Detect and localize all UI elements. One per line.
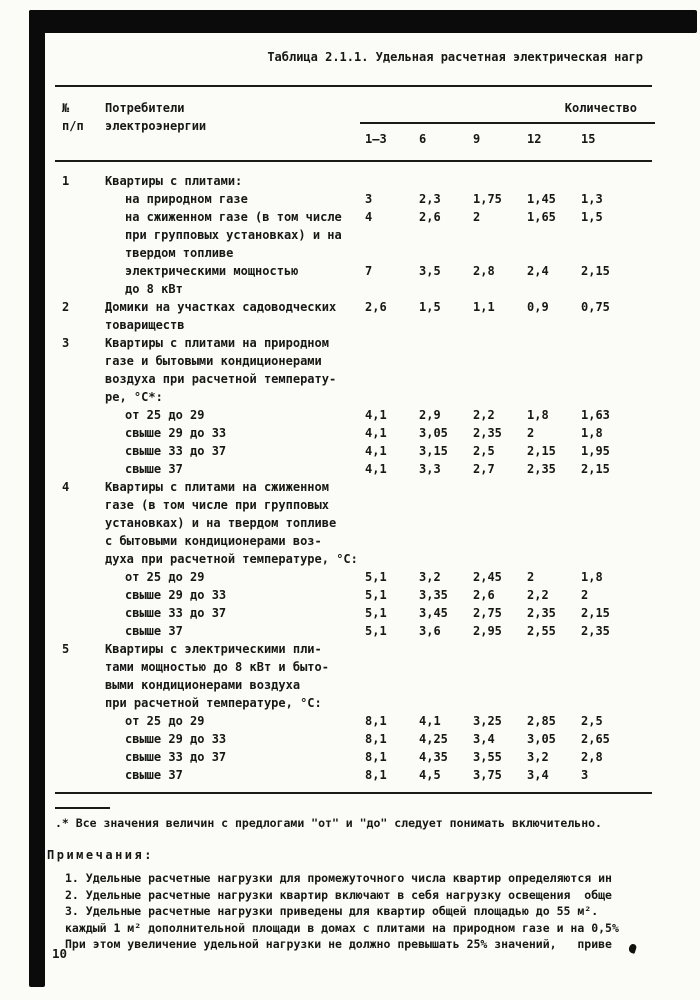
column-header-consumers: Потребители электроэнергии [105, 101, 207, 133]
note-item: каждый 1 м² дополнительной площади в домах с плитами на природном газе и на 0,5% [65, 920, 619, 935]
row-value: 3,15 [419, 444, 448, 458]
table-body [55, 162, 655, 792]
description-line: от 25 до 29 [125, 714, 205, 728]
row-value: 2,35 [581, 624, 610, 638]
row-value: 8,1 [365, 750, 387, 764]
row-value: 4,1 [419, 714, 441, 728]
row-value: 2,15 [581, 606, 610, 620]
row-value: 2,7 [473, 462, 495, 476]
row-description [105, 568, 360, 586]
table-row [55, 478, 655, 568]
page-number: 10 [52, 946, 68, 961]
row-value: 4,25 [419, 732, 448, 746]
row-description [105, 586, 360, 604]
row-value: 3,3 [419, 462, 441, 476]
row-value: 4,1 [365, 426, 387, 440]
row-value: 4 [365, 210, 373, 224]
row-value: 2 [527, 426, 535, 440]
description-line: ре, °С*: [105, 390, 163, 404]
row-description [105, 748, 360, 766]
row-value: 8,1 [365, 768, 387, 782]
description-line: на сжиженном газе (в том числе [125, 210, 342, 224]
row-description [105, 712, 360, 730]
row-value: 3,45 [419, 606, 448, 620]
row-value: 2,9 [419, 408, 441, 422]
row-value: 4,1 [365, 444, 387, 458]
table-row [55, 298, 655, 334]
row-value: 5,1 [365, 606, 387, 620]
row-value: 1,1 [473, 300, 495, 314]
table-rule-bottom [55, 792, 652, 794]
description-line: свыше 29 до 33 [125, 588, 227, 602]
row-description [105, 766, 360, 784]
table-title: Таблица 2.1.1. Удельная расчетная электрическая нагр [267, 50, 643, 64]
description-line: газе и бытовыми кондиционерами [105, 354, 322, 368]
row-value: 2,55 [527, 624, 556, 638]
description-line: твердом топливе [125, 246, 234, 260]
row-value: 2,15 [527, 444, 556, 458]
table-row [55, 586, 655, 604]
row-value: 5,1 [365, 624, 387, 638]
description-line: свыше 29 до 33 [125, 426, 227, 440]
table-row [55, 766, 655, 784]
quantity-column-label: 12 [527, 132, 542, 146]
description-line: тами мощностью до 8 кВт и быто- [105, 660, 329, 674]
row-description [105, 604, 360, 622]
row-number: 1 [62, 174, 70, 188]
table-row [55, 442, 655, 460]
row-value: 0,75 [581, 300, 610, 314]
row-value: 3,4 [473, 732, 495, 746]
page-content [47, 48, 655, 953]
row-description [105, 730, 360, 748]
description-line: на природном газе [125, 192, 248, 206]
note-item: 3. Удельные расчетные нагрузки приведены для квартир общей площадью до 55 м². [65, 904, 599, 918]
row-description [105, 406, 360, 424]
table-row [55, 640, 655, 712]
table-row [55, 190, 655, 208]
row-value: 2,35 [527, 462, 556, 476]
row-description [105, 640, 360, 712]
quantity-column-label: 1—3 [365, 132, 387, 146]
row-value: 1,65 [527, 210, 556, 224]
row-value: 2,8 [581, 750, 603, 764]
description-line: газе (в том числе при групповых [105, 498, 329, 512]
row-description [105, 262, 360, 298]
row-value: 3 [581, 768, 589, 782]
row-value: 2,6 [419, 210, 441, 224]
row-value: 8,1 [365, 732, 387, 746]
table-header [55, 87, 655, 160]
row-value: 4,5 [419, 768, 441, 782]
row-value: 3,35 [419, 588, 448, 602]
row-value: 2,2 [473, 408, 495, 422]
description-line: при групповых установках) и на [125, 228, 342, 242]
row-value: 1,3 [581, 192, 603, 206]
row-value: 2,5 [581, 714, 603, 728]
scan-edge-top [29, 10, 697, 33]
row-value: 3,5 [419, 264, 441, 278]
row-value: 3,25 [473, 714, 502, 728]
description-line: духа при расчетной температуре, °С: [105, 552, 358, 566]
description-line: свыше 37 [125, 768, 183, 782]
description-line: свыше 37 [125, 624, 183, 638]
quantity-sub-columns [360, 130, 655, 148]
row-value: 2,15 [581, 264, 610, 278]
row-value: 3,05 [527, 732, 556, 746]
table-row [55, 622, 655, 640]
column-header-number: № п/п [62, 101, 84, 133]
description-line: электрическими мощностью [125, 264, 299, 278]
row-number: 4 [62, 480, 70, 494]
row-number: 5 [62, 642, 70, 656]
column-header-quantity-group [360, 99, 655, 148]
quantity-column-label: 9 [473, 132, 481, 146]
description-line: Квартиры с плитами на природном [105, 336, 329, 350]
description-line: Домики на участках садоводческих [105, 300, 337, 314]
row-value: 4,35 [419, 750, 448, 764]
row-value: 2,75 [473, 606, 502, 620]
row-description [105, 424, 360, 442]
row-value: 3,05 [419, 426, 448, 440]
description-line: свыше 33 до 37 [125, 444, 227, 458]
table-row [55, 568, 655, 586]
table-row [55, 208, 655, 262]
row-value: 3,75 [473, 768, 502, 782]
description-line: с бытовыми кондиционерами воз- [105, 534, 322, 548]
description-line: свыше 29 до 33 [125, 732, 227, 746]
row-value: 2,8 [473, 264, 495, 278]
row-value: 7 [365, 264, 373, 278]
row-number: 3 [62, 336, 70, 350]
row-value: 5,1 [365, 570, 387, 584]
table-row [55, 748, 655, 766]
row-value: 1,45 [527, 192, 556, 206]
row-description [105, 298, 360, 334]
row-value: 2,5 [473, 444, 495, 458]
row-value: 1,8 [527, 408, 549, 422]
row-value: 3,6 [419, 624, 441, 638]
row-description [105, 334, 360, 406]
row-value: 2,6 [473, 588, 495, 602]
row-value: 2,35 [473, 426, 502, 440]
description-line: Квартиры с плитами: [105, 174, 243, 188]
row-value: 3,4 [527, 768, 549, 782]
note-item: 1. Удельные расчетные нагрузки для промежуточного числа квартир определяются ин [65, 871, 612, 885]
row-number: 2 [62, 300, 70, 314]
row-value: 1,5 [581, 210, 603, 224]
row-value: 2,2 [527, 588, 549, 602]
note-item: При этом увеличение удельной нагрузки не должно превышать 25% значений, приве [65, 937, 612, 951]
row-value: 2 [581, 588, 589, 602]
table-row [55, 406, 655, 424]
row-description [105, 442, 360, 460]
notes-heading: Примечания: [47, 848, 154, 862]
row-value: 4,1 [365, 408, 387, 422]
description-line: свыше 33 до 37 [125, 606, 227, 620]
row-value: 2 [473, 210, 481, 224]
row-value: 2,3 [419, 192, 441, 206]
row-value: 2,85 [527, 714, 556, 728]
row-value: 2,95 [473, 624, 502, 638]
description-line: от 25 до 29 [125, 570, 205, 584]
footnote-rule [55, 807, 110, 809]
description-line: установках) и на твердом топливе [105, 516, 337, 530]
description-line: свыше 37 [125, 462, 183, 476]
row-value: 3,55 [473, 750, 502, 764]
table-row [55, 424, 655, 442]
row-value: 3,2 [419, 570, 441, 584]
row-description [105, 478, 360, 568]
row-description [105, 190, 360, 208]
table-row [55, 334, 655, 406]
description-line: товариществ [105, 318, 185, 332]
column-header-quantity: Количество [564, 101, 637, 115]
row-value: 8,1 [365, 714, 387, 728]
row-description [105, 622, 360, 640]
row-value: 2,45 [473, 570, 502, 584]
quantity-column-label: 6 [419, 132, 427, 146]
row-description [105, 460, 360, 478]
note-item: 2. Удельные расчетные нагрузки квартир включают в себя нагрузку освещения обще [65, 887, 612, 902]
description-line: Квартиры с плитами на сжиженном [105, 480, 329, 494]
row-value: 2,6 [365, 300, 387, 314]
table-row [55, 262, 655, 298]
table-row [55, 712, 655, 730]
row-value: 2,35 [527, 606, 556, 620]
row-value: 1,95 [581, 444, 610, 458]
row-value: 1,5 [419, 300, 441, 314]
quantity-column-label: 15 [581, 132, 596, 146]
table-row [55, 730, 655, 748]
row-description [105, 208, 360, 262]
row-value: 3 [365, 192, 373, 206]
description-line: воздуха при расчетной температу- [105, 372, 337, 386]
row-value: 1,75 [473, 192, 502, 206]
row-value: 2,65 [581, 732, 610, 746]
scan-edge-left [29, 10, 45, 987]
description-line: выми кондиционерами воздуха [105, 678, 301, 692]
description-line: свыше 33 до 37 [125, 750, 227, 764]
notes-list [55, 870, 655, 953]
row-value: 2 [527, 570, 535, 584]
description-line: Квартиры с электрическими пли- [105, 642, 322, 656]
row-value: 2,4 [527, 264, 549, 278]
table-row [55, 172, 655, 190]
row-value: 1,8 [581, 570, 603, 584]
row-description [105, 172, 360, 190]
description-line: при расчетной температуре, °С: [105, 696, 322, 710]
table-row [55, 460, 655, 478]
row-value: 1,63 [581, 408, 610, 422]
table-row [55, 604, 655, 622]
description-line: до 8 кВт [125, 282, 183, 296]
row-value: 4,1 [365, 462, 387, 476]
footnote-text: .* Все значения величин с предлогами "от" и "до" следует понимать включительно. [55, 816, 602, 830]
quantity-rule [360, 122, 655, 124]
row-value: 5,1 [365, 588, 387, 602]
row-value: 3,2 [527, 750, 549, 764]
row-value: 2,15 [581, 462, 610, 476]
description-line: от 25 до 29 [125, 408, 205, 422]
row-value: 1,8 [581, 426, 603, 440]
row-value: 0,9 [527, 300, 549, 314]
data-table [55, 85, 655, 794]
